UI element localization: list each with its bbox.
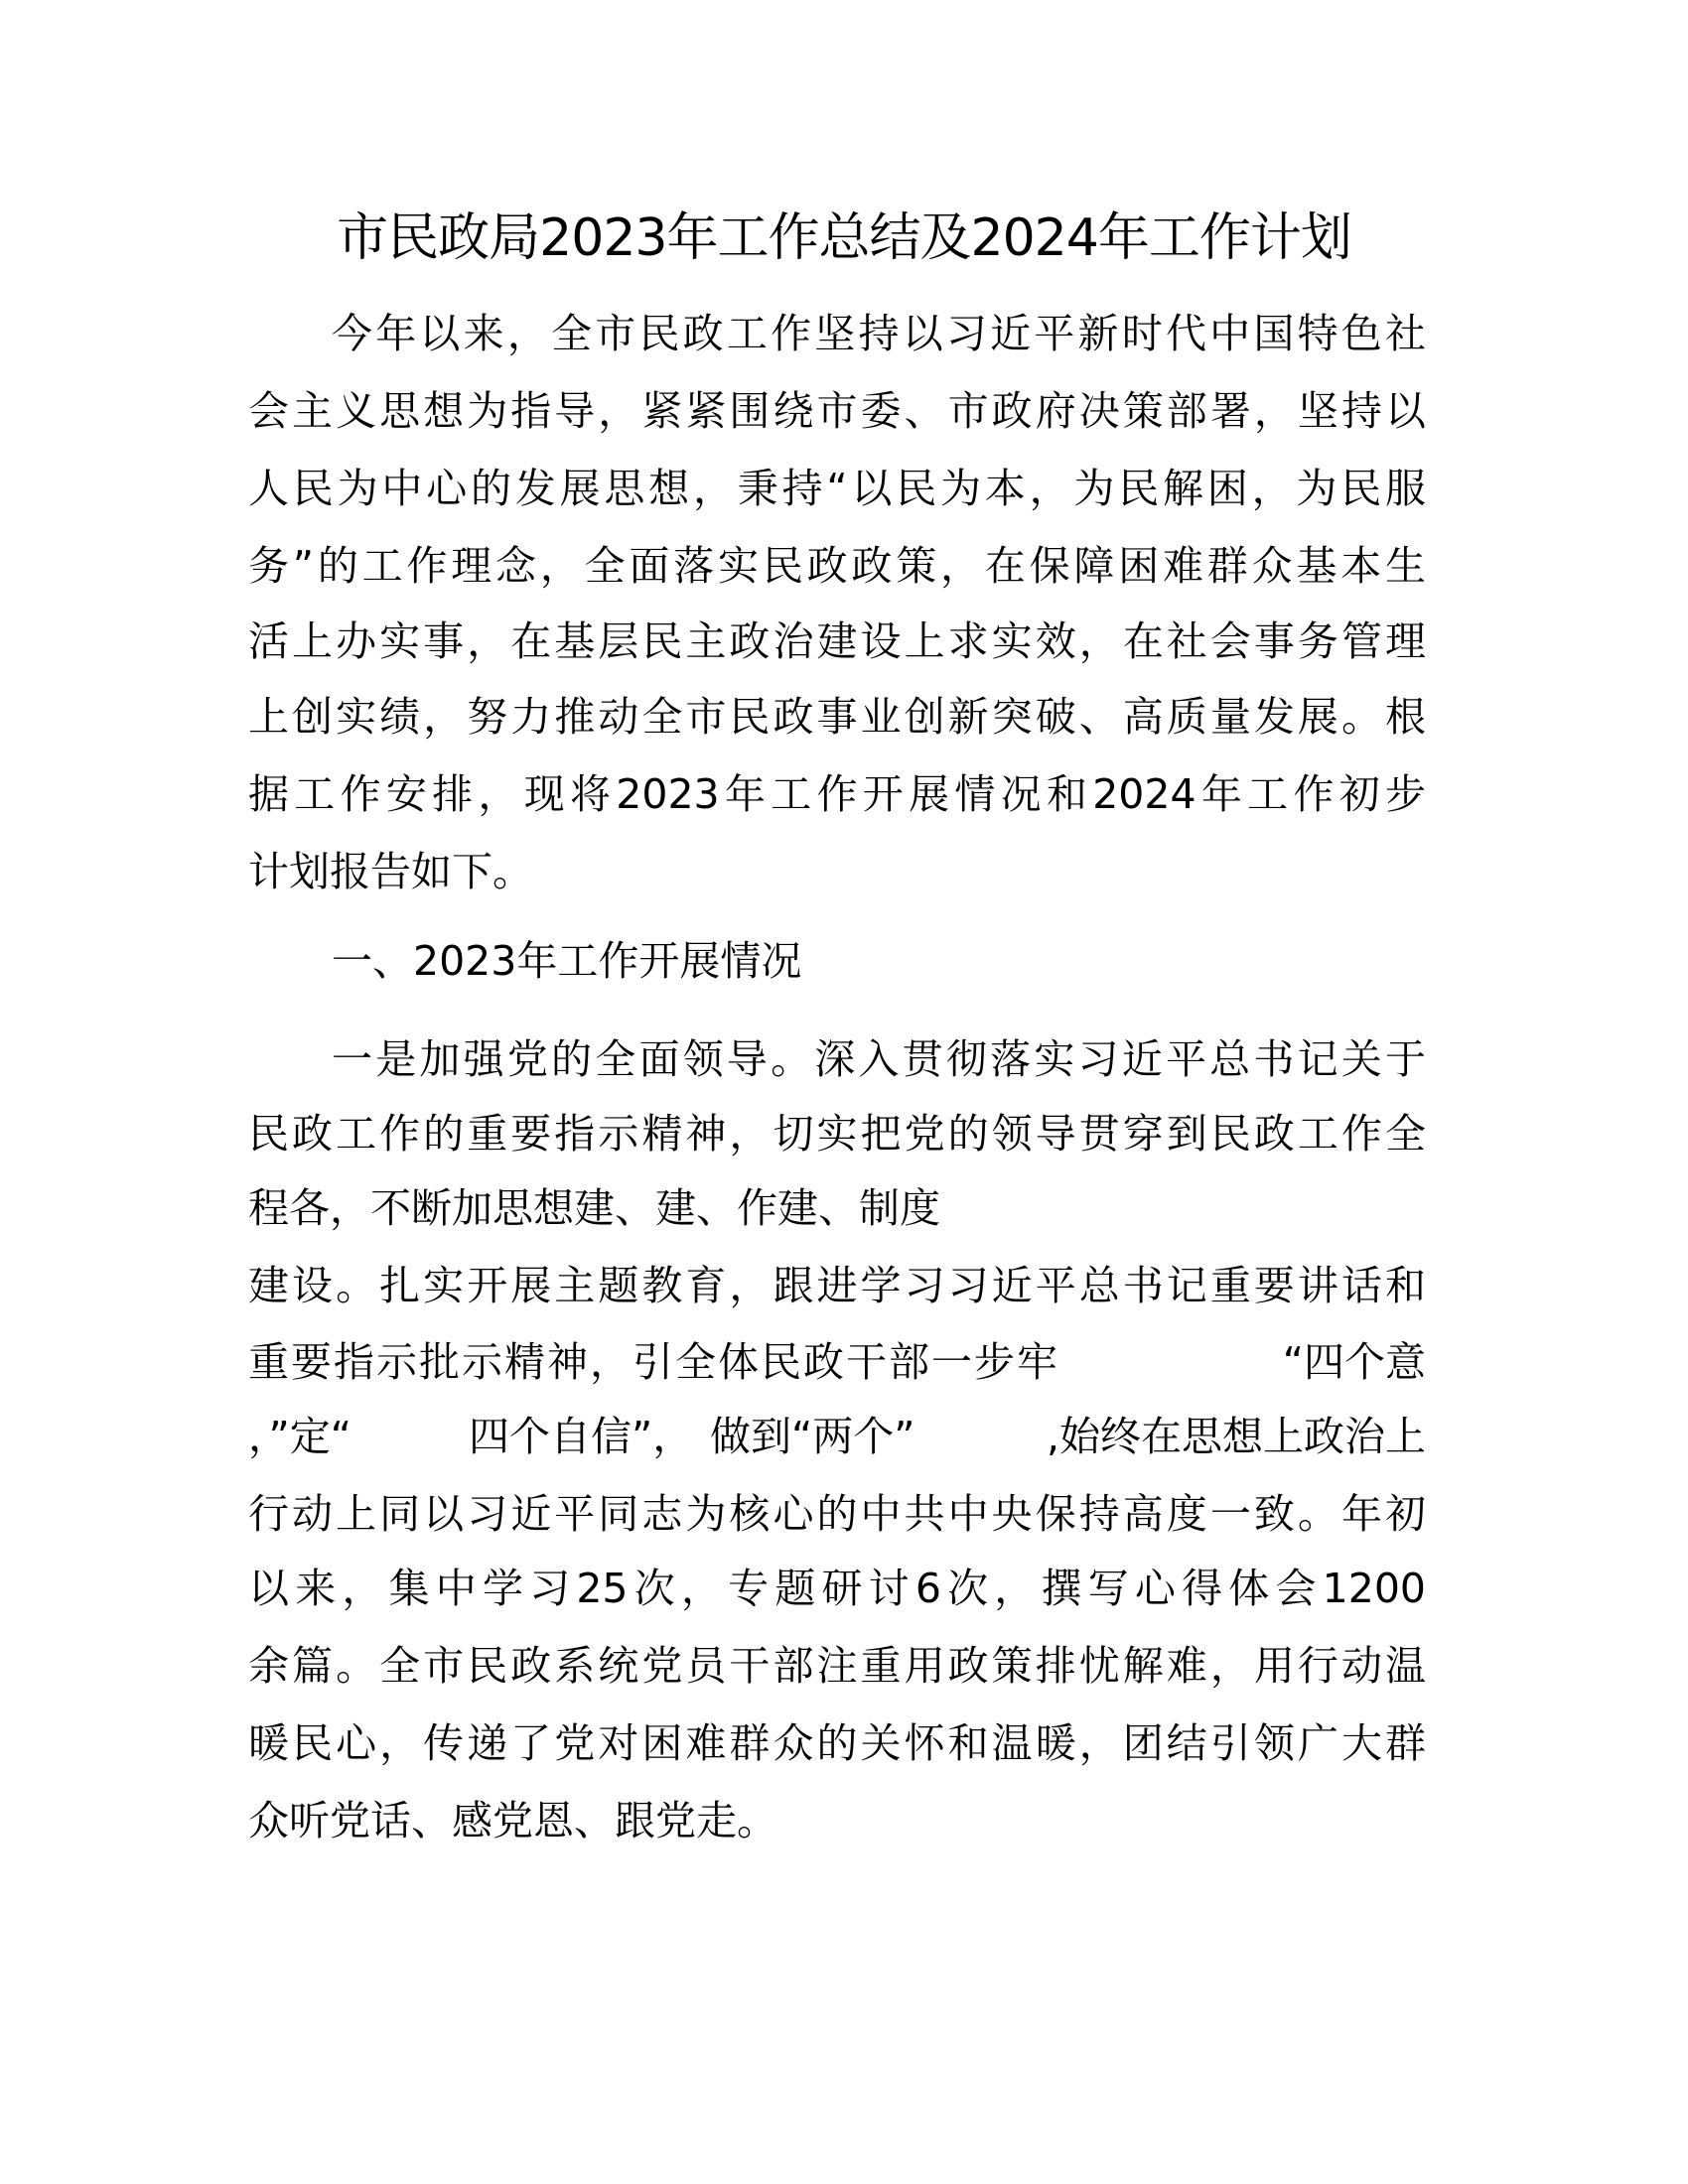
- paragraph-line: 据工作安排，现将2023年工作开展情况和2024年工作初步: [248, 770, 1426, 818]
- paragraph-line: 民政工作的重要指示精神，切实把党的领导贯穿到民政工作全: [248, 1110, 1426, 1158]
- line-segment: 做到“两个”: [710, 1413, 915, 1460]
- paragraph-line: 行动上同以习近平同志为核心的中共中央保持高度一致。年初: [248, 1490, 1426, 1538]
- section-heading: 一、2023年工作开展情况: [332, 937, 802, 985]
- paragraph-line: 以来，集中学习25次，专题研讨6次，撰写心得体会1200: [248, 1565, 1426, 1612]
- line-segment: 重要指示批示精神，引全体民政干部一步牢: [248, 1338, 1059, 1386]
- paragraph-line: 计划报告如下。: [248, 848, 533, 895]
- paragraph-line: 余篇。全市民政系统党员干部注重用政策排忧解难，用行动温: [248, 1642, 1426, 1690]
- document-title: 市民政局2023年工作总结及2024年工作计划: [337, 208, 1351, 268]
- line-segment: ,始终在思想上政治上: [1046, 1413, 1426, 1460]
- paragraph-line: 暖民心，传递了党对困难群众的关怀和温暖，团结引领广大群: [248, 1719, 1426, 1767]
- paragraph-line: 活上办实事，在基层民主政治建设上求实效，在社会事务管理: [248, 617, 1426, 665]
- paragraph-line: 程各，不断加思想建、建、作建、制度: [248, 1184, 940, 1232]
- paragraph-line: 上创实绩，努力推动全市民政事业创新突破、高质量发展。根: [248, 693, 1426, 741]
- line-segment: “四个意: [1282, 1338, 1426, 1386]
- paragraph-line: 人民为中心的发展思想，秉持“以民为本，为民解困，为民服: [248, 465, 1426, 512]
- paragraph-line: 今年以来，全市民政工作坚持以习近平新时代中国特色社: [332, 310, 1426, 357]
- line-segment: ，”定“: [248, 1413, 352, 1460]
- paragraph-line: 建设。扎实开展主题教育，跟进学习习近平总书记重要讲话和: [248, 1262, 1426, 1309]
- paragraph-line: 众听党话、感党恩、跟党走。: [248, 1797, 777, 1844]
- paragraph-line: 一是加强党的全面领导。深入贯彻落实习近平总书记关于: [332, 1035, 1426, 1083]
- paragraph-line: 会主义思想为指导，紧紧围绕市委、市政府决策部署，坚持以: [248, 387, 1426, 435]
- line-segment: 四个自信”，: [469, 1413, 694, 1460]
- paragraph-line: 务”的工作理念，全面落实民政政策，在保障困难群众基本生: [248, 542, 1426, 590]
